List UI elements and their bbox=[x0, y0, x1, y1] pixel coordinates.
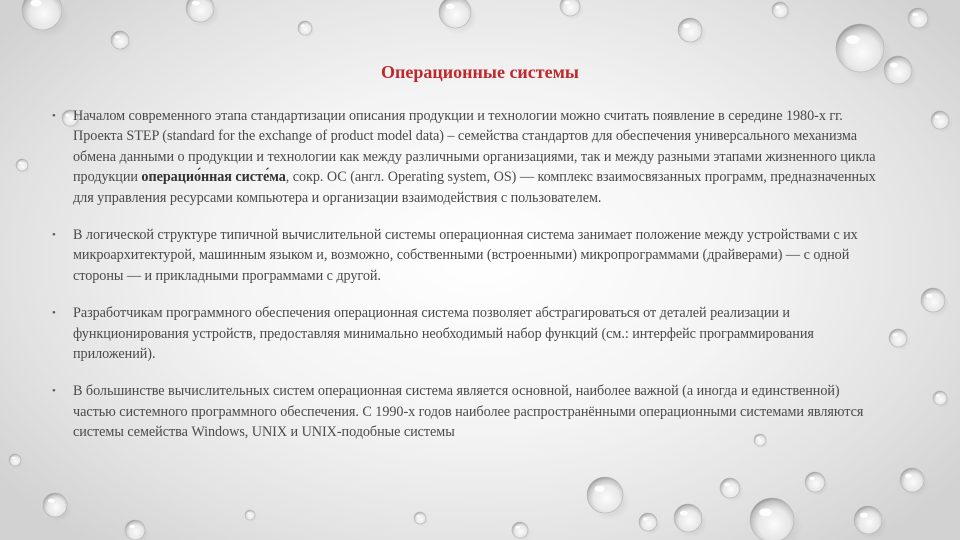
bullet-text: В большинстве вычислительных систем операционная система является основной, наиболее важной (а иногда и единственной) частью системного программного обеспечения. С 1990-х годов наиболее распространёнными операционными системами являются системы семейства Windows, UNIX и UNIX-подобные системы bbox=[73, 383, 864, 441]
bullet-text: Разработчикам программного обеспечения операционная система позволяет абстрагироваться от деталей реализации и функционирования устройств, предоставляя минимально необходимый набор функций (см.: интерфейс программирования приложений). bbox=[73, 305, 814, 363]
bullet-item bbox=[52, 303, 884, 364]
bullet-bold-term: операцио́нная систе́ма bbox=[141, 169, 286, 186]
slide-title: Операционные системы bbox=[381, 62, 579, 82]
bullet-marker: • bbox=[52, 307, 56, 320]
bullet-marker: • bbox=[52, 385, 56, 398]
bullet-text: Началом современного этапа стандартизации описания продукции и технологии можно считать появление в середине 1980-х гг. Проекта STEP (standard for the exchange of product model data) – семейства стандартов для обеспечения универсального механизма обмена данными о продукции и технологии как между различными организациями, так и между разными этапами жизненного цикла продукции bbox=[73, 108, 876, 186]
bullet-marker: • bbox=[52, 110, 56, 122]
bullet-item bbox=[52, 225, 884, 286]
bullet-item bbox=[52, 381, 884, 442]
bullet-marker: • bbox=[52, 229, 56, 242]
bullet-item bbox=[52, 106, 884, 208]
bullet-text: В логической структуре типичной вычислительной системы операционная система занимает положение между устройствами с их микроархитектурой, машинным языком и, возможно, собственными (встроенными) микропрограммами (драйверами) — с одной стороны — и прикладными программами с другой. bbox=[73, 227, 858, 284]
bullet-list bbox=[52, 106, 884, 460]
bullet-text-continued: , сокр. ОС (англ. Operating system, OS) — комплекс взаимосвязанных программ, предназначенных для управления ресурсами компьютера и организации взаимодействия с пользователем. bbox=[73, 169, 876, 206]
